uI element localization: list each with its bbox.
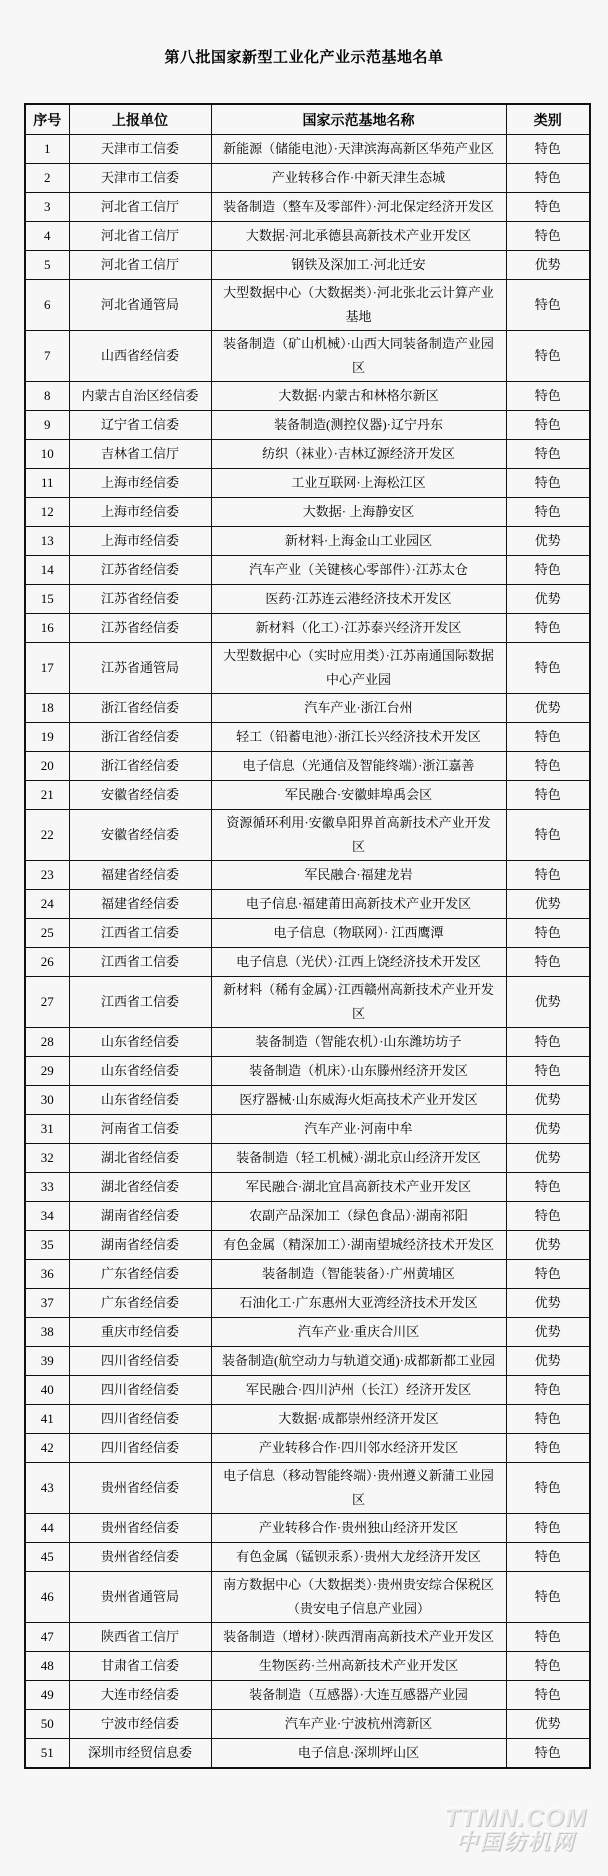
table-row (25, 1405, 590, 1434)
cell-unit: 安徽省经信委 (69, 810, 211, 861)
cell-no: 1 (25, 135, 69, 164)
cell-no: 33 (25, 1173, 69, 1202)
cell-name: 南方数据中心（大数据类）·贵州贵安综合保税区（贵安电子信息产业园） (211, 1572, 506, 1623)
table-row (25, 1260, 590, 1289)
cell-unit: 贵州省通管局 (69, 1572, 211, 1623)
cell-category: 特色 (506, 382, 590, 411)
cell-category: 优势 (506, 1115, 590, 1144)
cell-category: 特色 (506, 1202, 590, 1231)
cell-name: 有色金属（精深加工）·湖南望城经济技术开发区 (211, 1231, 506, 1260)
cell-unit: 山西省经信委 (69, 331, 211, 382)
cell-name: 大数据·河北承德县高新技术产业开发区 (211, 222, 506, 251)
watermark-site: TTMN.COM (444, 1804, 587, 1832)
cell-name: 装备制造（机床）·山东滕州经济开发区 (211, 1057, 506, 1086)
cell-unit: 浙江省经信委 (69, 752, 211, 781)
table-row (25, 723, 590, 752)
cell-name: 装备制造(航空动力与轨道交通)·成都新都工业园 (211, 1347, 506, 1376)
cell-no: 23 (25, 861, 69, 890)
cell-no: 50 (25, 1710, 69, 1739)
cell-unit: 浙江省经信委 (69, 723, 211, 752)
cell-unit: 福建省经信委 (69, 890, 211, 919)
table-row (25, 164, 590, 193)
cell-name: 新材料（化工）·江苏泰兴经济开发区 (211, 614, 506, 643)
cell-no: 22 (25, 810, 69, 861)
cell-unit: 河北省工信厅 (69, 193, 211, 222)
cell-category: 特色 (506, 556, 590, 585)
table-row (25, 1710, 590, 1739)
cell-unit: 江苏省通管局 (69, 643, 211, 694)
cell-category: 特色 (506, 1739, 590, 1769)
cell-unit: 广东省经信委 (69, 1260, 211, 1289)
cell-category: 优势 (506, 1231, 590, 1260)
table-row (25, 643, 590, 694)
cell-category: 特色 (506, 1376, 590, 1405)
table-row (25, 1681, 590, 1710)
cell-name: 电子信息·福建莆田高新技术产业开发区 (211, 890, 506, 919)
table-row (25, 861, 590, 890)
cell-unit: 山东省经信委 (69, 1028, 211, 1057)
cell-name: 军民融合·福建龙岩 (211, 861, 506, 890)
cell-unit: 吉林省工信厅 (69, 440, 211, 469)
cell-name: 电子信息（光通信及智能终端）·浙江嘉善 (211, 752, 506, 781)
cell-name: 电子信息（物联网）· 江西鹰潭 (211, 919, 506, 948)
table-row (25, 752, 590, 781)
cell-no: 48 (25, 1652, 69, 1681)
table-row (25, 1543, 590, 1572)
page-title: 第八批国家新型工业化产业示范基地名单 (164, 50, 444, 66)
cell-no: 34 (25, 1202, 69, 1231)
cell-name: 汽车产业·宁波杭州湾新区 (211, 1710, 506, 1739)
cell-no: 15 (25, 585, 69, 614)
cell-no: 35 (25, 1231, 69, 1260)
cell-unit: 天津市工信委 (69, 164, 211, 193)
cell-category: 特色 (506, 1463, 590, 1514)
cell-category: 特色 (506, 1681, 590, 1710)
cell-category: 特色 (506, 948, 590, 977)
cell-no: 39 (25, 1347, 69, 1376)
cell-category: 特色 (506, 1543, 590, 1572)
cell-no: 36 (25, 1260, 69, 1289)
cell-no: 38 (25, 1318, 69, 1347)
cell-unit: 江苏省经信委 (69, 585, 211, 614)
cell-unit: 深圳市经贸信息委 (69, 1739, 211, 1769)
cell-no: 47 (25, 1623, 69, 1652)
table-row (25, 810, 590, 861)
cell-unit: 湖南省经信委 (69, 1202, 211, 1231)
cell-no: 17 (25, 643, 69, 694)
cell-category: 特色 (506, 469, 590, 498)
cell-unit: 大连市经信委 (69, 1681, 211, 1710)
cell-unit: 山东省经信委 (69, 1086, 211, 1115)
table-row (25, 1739, 590, 1769)
cell-name: 农副产品深加工（绿色食品）·湖南祁阳 (211, 1202, 506, 1231)
cell-name: 产业转移合作·四川邻水经济开发区 (211, 1434, 506, 1463)
cell-unit: 江西省工信委 (69, 977, 211, 1028)
cell-unit: 上海市经信委 (69, 469, 211, 498)
cell-unit: 江苏省经信委 (69, 614, 211, 643)
cell-category: 优势 (506, 527, 590, 556)
table-row (25, 498, 590, 527)
cell-name: 汽车产业·浙江台州 (211, 694, 506, 723)
cell-name: 医药·江苏连云港经济技术开发区 (211, 585, 506, 614)
cell-category: 特色 (506, 280, 590, 331)
table-row (25, 890, 590, 919)
cell-no: 9 (25, 411, 69, 440)
cell-category: 特色 (506, 643, 590, 694)
table-body (25, 135, 590, 1769)
cell-category: 特色 (506, 752, 590, 781)
cell-unit: 四川省经信委 (69, 1347, 211, 1376)
table-row (25, 1463, 590, 1514)
cell-unit: 湖南省经信委 (69, 1231, 211, 1260)
table-row (25, 919, 590, 948)
cell-no: 32 (25, 1144, 69, 1173)
cell-category: 特色 (506, 1514, 590, 1543)
cell-category: 特色 (506, 440, 590, 469)
cell-name: 军民融合·四川泸州（长江）经济开发区 (211, 1376, 506, 1405)
cell-name: 新材料·上海金山工业园区 (211, 527, 506, 556)
cell-category: 特色 (506, 1173, 590, 1202)
cell-category: 特色 (506, 1405, 590, 1434)
cell-no: 5 (25, 251, 69, 280)
table-row (25, 1144, 590, 1173)
cell-unit: 贵州省经信委 (69, 1514, 211, 1543)
header-no: 序号 (25, 104, 69, 135)
table-row (25, 411, 590, 440)
cell-no: 43 (25, 1463, 69, 1514)
cell-name: 生物医药·兰州高新技术产业开发区 (211, 1652, 506, 1681)
cell-category: 特色 (506, 723, 590, 752)
cell-no: 18 (25, 694, 69, 723)
cell-category: 特色 (506, 810, 590, 861)
cell-no: 37 (25, 1289, 69, 1318)
cell-unit: 辽宁省工信委 (69, 411, 211, 440)
cell-category: 优势 (506, 1318, 590, 1347)
cell-no: 41 (25, 1405, 69, 1434)
table-row (25, 527, 590, 556)
table-row (25, 1057, 590, 1086)
cell-name: 新能源（储能电池）·天津滨海高新区华苑产业区 (211, 135, 506, 164)
table-row (25, 1376, 590, 1405)
cell-no: 27 (25, 977, 69, 1028)
cell-category: 优势 (506, 1086, 590, 1115)
table-row (25, 469, 590, 498)
cell-category: 特色 (506, 614, 590, 643)
table-row (25, 135, 590, 164)
cell-no: 2 (25, 164, 69, 193)
cell-name: 资源循环利用·安徽阜阳界首高新技术产业开发区 (211, 810, 506, 861)
cell-no: 49 (25, 1681, 69, 1710)
table-row (25, 1173, 590, 1202)
table-row (25, 280, 590, 331)
watermark-name: 中国纺机网 (455, 1829, 576, 1854)
cell-no: 4 (25, 222, 69, 251)
cell-name: 产业转移合作·贵州独山经济开发区 (211, 1514, 506, 1543)
cell-no: 20 (25, 752, 69, 781)
cell-category: 特色 (506, 1572, 590, 1623)
cell-no: 42 (25, 1434, 69, 1463)
cell-no: 8 (25, 382, 69, 411)
cell-category: 优势 (506, 251, 590, 280)
cell-category: 优势 (506, 694, 590, 723)
cell-name: 工业互联网·上海松江区 (211, 469, 506, 498)
header-row (25, 104, 590, 135)
cell-name: 大型数据中心（大数据类）·河北张北云计算产业基地 (211, 280, 506, 331)
cell-name: 新材料（稀有金属）·江西赣州高新技术产业开发区 (211, 977, 506, 1028)
cell-no: 30 (25, 1086, 69, 1115)
table-row (25, 222, 590, 251)
cell-no: 44 (25, 1514, 69, 1543)
cell-unit: 河北省工信厅 (69, 251, 211, 280)
cell-category: 优势 (506, 1710, 590, 1739)
cell-unit: 上海市经信委 (69, 527, 211, 556)
table-row (25, 694, 590, 723)
cell-category: 特色 (506, 331, 590, 382)
cell-category: 特色 (506, 919, 590, 948)
cell-no: 31 (25, 1115, 69, 1144)
table-row (25, 193, 590, 222)
cell-unit: 河南省工信委 (69, 1115, 211, 1144)
cell-name: 汽车产业（关键核心零部件）·江苏太仓 (211, 556, 506, 585)
cell-unit: 江西省工信委 (69, 948, 211, 977)
cell-category: 特色 (506, 1434, 590, 1463)
cell-name: 装备制造（整车及零部件）·河北保定经济开发区 (211, 193, 506, 222)
cell-name: 装备制造（智能农机）·山东潍坊坊子 (211, 1028, 506, 1057)
cell-name: 汽车产业·河南中牟 (211, 1115, 506, 1144)
table-row (25, 440, 590, 469)
table-row (25, 1028, 590, 1057)
cell-name: 大型数据中心（实时应用类）·江苏南通国际数据中心产业园 (211, 643, 506, 694)
cell-name: 有色金属（锰钡汞系）·贵州大龙经济开发区 (211, 1543, 506, 1572)
table-row (25, 1202, 590, 1231)
cell-name: 装备制造（增材）·陕西渭南高新技术产业开发区 (211, 1623, 506, 1652)
cell-name: 装备制造（轻工机械）·湖北京山经济开发区 (211, 1144, 506, 1173)
header-name: 国家示范基地名称 (211, 104, 506, 135)
table-row (25, 382, 590, 411)
cell-no: 14 (25, 556, 69, 585)
demo-base-table (24, 103, 591, 1769)
table-row (25, 614, 590, 643)
table-header (25, 104, 590, 135)
table-row (25, 556, 590, 585)
table-row (25, 585, 590, 614)
cell-category: 特色 (506, 861, 590, 890)
cell-no: 25 (25, 919, 69, 948)
cell-unit: 四川省经信委 (69, 1434, 211, 1463)
cell-unit: 山东省经信委 (69, 1057, 211, 1086)
cell-name: 电子信息·深圳坪山区 (211, 1739, 506, 1769)
cell-unit: 内蒙古自治区经信委 (69, 382, 211, 411)
cell-no: 21 (25, 781, 69, 810)
cell-category: 特色 (506, 1028, 590, 1057)
cell-unit: 安徽省经信委 (69, 781, 211, 810)
table-row (25, 1231, 590, 1260)
cell-name: 大数据· 上海静安区 (211, 498, 506, 527)
cell-name: 纺织（袜业）·吉林辽源经济开发区 (211, 440, 506, 469)
watermark (423, 1806, 608, 1854)
cell-name: 石油化工·广东惠州大亚湾经济技术开发区 (211, 1289, 506, 1318)
cell-no: 51 (25, 1739, 69, 1769)
cell-no: 24 (25, 890, 69, 919)
cell-name: 大数据·内蒙古和林格尔新区 (211, 382, 506, 411)
cell-unit: 四川省经信委 (69, 1405, 211, 1434)
cell-unit: 陕西省工信厅 (69, 1623, 211, 1652)
cell-unit: 河北省工信厅 (69, 222, 211, 251)
table-row (25, 977, 590, 1028)
cell-no: 19 (25, 723, 69, 752)
cell-name: 医疗器械·山东威海火炬高技术产业开发区 (211, 1086, 506, 1115)
table-row (25, 1318, 590, 1347)
cell-unit: 湖北省经信委 (69, 1144, 211, 1173)
cell-category: 优势 (506, 585, 590, 614)
cell-category: 优势 (506, 977, 590, 1028)
cell-no: 29 (25, 1057, 69, 1086)
cell-category: 优势 (506, 1144, 590, 1173)
cell-unit: 广东省经信委 (69, 1289, 211, 1318)
cell-name: 大数据·成都崇州经济开发区 (211, 1405, 506, 1434)
cell-category: 特色 (506, 411, 590, 440)
cell-category: 特色 (506, 1652, 590, 1681)
cell-unit: 湖北省经信委 (69, 1173, 211, 1202)
cell-name: 钢铁及深加工·河北迁安 (211, 251, 506, 280)
cell-unit: 贵州省经信委 (69, 1463, 211, 1514)
cell-name: 电子信息（移动智能终端）·贵州遵义新蒲工业园区 (211, 1463, 506, 1514)
cell-no: 46 (25, 1572, 69, 1623)
cell-unit: 宁波市经信委 (69, 1710, 211, 1739)
cell-no: 40 (25, 1376, 69, 1405)
cell-name: 电子信息（光伏）·江西上饶经济技术开发区 (211, 948, 506, 977)
cell-category: 优势 (506, 890, 590, 919)
cell-unit: 江苏省经信委 (69, 556, 211, 585)
cell-no: 11 (25, 469, 69, 498)
table-row (25, 1652, 590, 1681)
cell-unit: 河北省通管局 (69, 280, 211, 331)
cell-no: 28 (25, 1028, 69, 1057)
cell-no: 7 (25, 331, 69, 382)
cell-name: 产业转移合作·中新天津生态城 (211, 164, 506, 193)
cell-no: 3 (25, 193, 69, 222)
cell-category: 特色 (506, 135, 590, 164)
cell-name: 装备制造(测控仪器)·辽宁丹东 (211, 411, 506, 440)
cell-category: 优势 (506, 1289, 590, 1318)
cell-no: 12 (25, 498, 69, 527)
table-row (25, 1434, 590, 1463)
table-row (25, 781, 590, 810)
table-row (25, 1514, 590, 1543)
table-row (25, 251, 590, 280)
cell-category: 特色 (506, 781, 590, 810)
cell-category: 特色 (506, 193, 590, 222)
cell-name: 装备制造（互感器）·大连互感器产业园 (211, 1681, 506, 1710)
table-row (25, 1086, 590, 1115)
cell-unit: 甘肃省工信委 (69, 1652, 211, 1681)
cell-unit: 四川省经信委 (69, 1376, 211, 1405)
cell-category: 特色 (506, 498, 590, 527)
table-row (25, 1115, 590, 1144)
header-unit: 上报单位 (69, 104, 211, 135)
cell-category: 特色 (506, 1623, 590, 1652)
cell-unit: 江西省工信委 (69, 919, 211, 948)
cell-category: 特色 (506, 222, 590, 251)
table-row (25, 1623, 590, 1652)
table-row (25, 1572, 590, 1623)
cell-category: 特色 (506, 1057, 590, 1086)
cell-unit: 福建省经信委 (69, 861, 211, 890)
cell-unit: 上海市经信委 (69, 498, 211, 527)
cell-name: 装备制造（智能装备）·广州黄埔区 (211, 1260, 506, 1289)
cell-category: 特色 (506, 164, 590, 193)
cell-no: 45 (25, 1543, 69, 1572)
table-row (25, 948, 590, 977)
table-row (25, 331, 590, 382)
cell-category: 特色 (506, 1260, 590, 1289)
cell-unit: 重庆市经信委 (69, 1318, 211, 1347)
table-row (25, 1347, 590, 1376)
header-category: 类别 (506, 104, 590, 135)
cell-no: 6 (25, 280, 69, 331)
cell-name: 汽车产业·重庆合川区 (211, 1318, 506, 1347)
cell-name: 军民融合·湖北宜昌高新技术产业开发区 (211, 1173, 506, 1202)
table-row (25, 1289, 590, 1318)
cell-unit: 贵州省经信委 (69, 1543, 211, 1572)
cell-unit: 浙江省经信委 (69, 694, 211, 723)
cell-category: 优势 (506, 1347, 590, 1376)
cell-no: 16 (25, 614, 69, 643)
cell-unit: 天津市工信委 (69, 135, 211, 164)
cell-no: 26 (25, 948, 69, 977)
cell-no: 13 (25, 527, 69, 556)
cell-name: 装备制造（矿山机械）·山西大同装备制造产业园区 (211, 331, 506, 382)
cell-name: 军民融合·安徽蚌埠禹会区 (211, 781, 506, 810)
cell-no: 10 (25, 440, 69, 469)
cell-name: 轻工（铅蓄电池）·浙江长兴经济技术开发区 (211, 723, 506, 752)
